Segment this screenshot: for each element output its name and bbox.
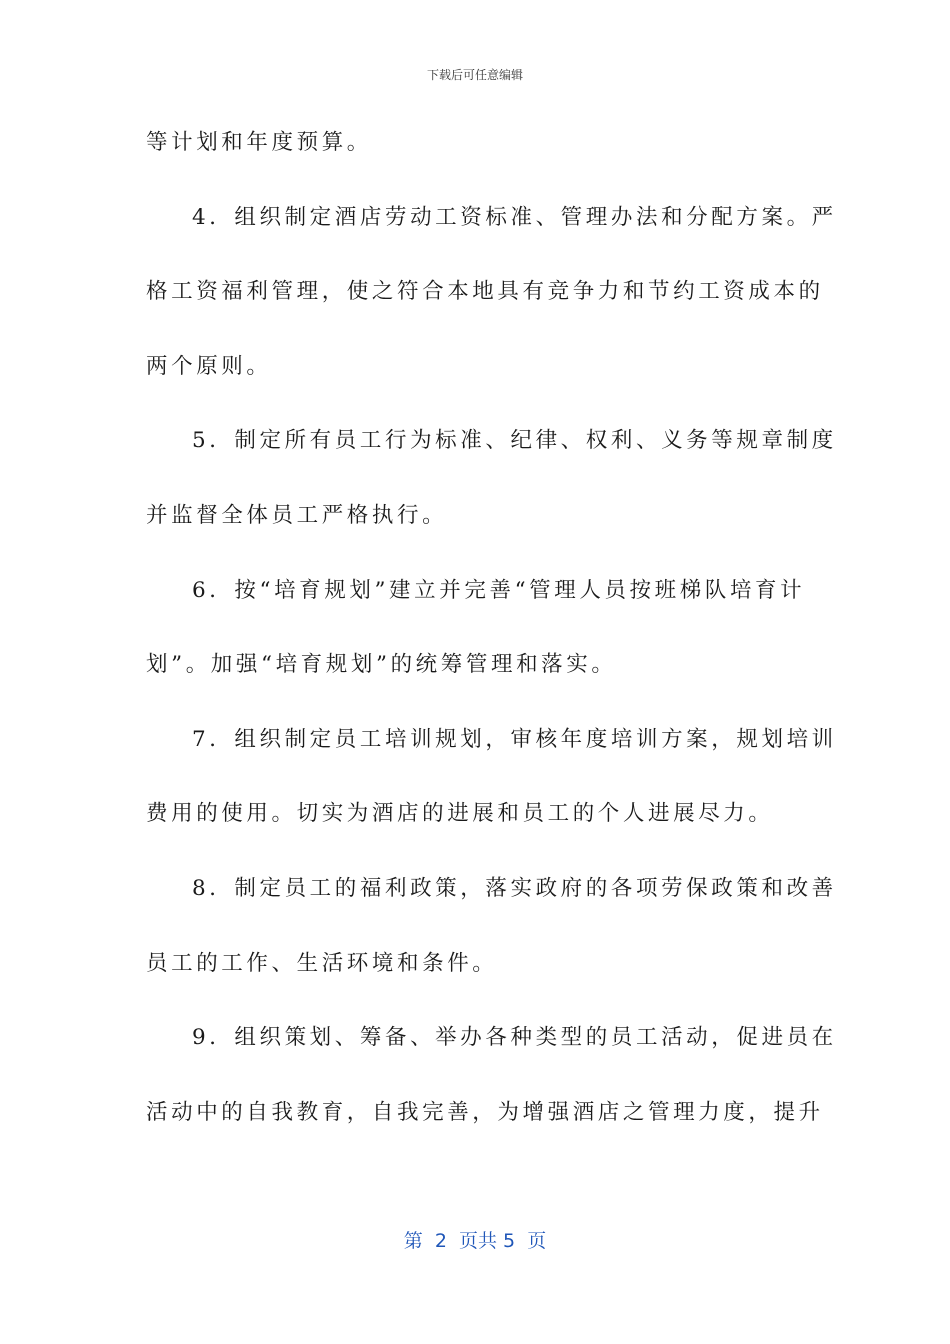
text-line: 等计划和年度预算。: [146, 130, 372, 155]
text-line: 活动中的自我教育，自我完善，为增强酒店之管理力度，提升: [146, 1099, 824, 1125]
text-line: 8．制定员工的福利政策，落实政府的各项劳保政策和改善: [192, 876, 837, 901]
text-line: 7．组织制定员工培训规划，审核年度培训方案，规划培训: [192, 726, 837, 752]
text-line: 格工资福利管理，使之符合本地具有竞争力和节约工资成本的: [146, 279, 824, 305]
text-line: 9．组织策划、筹备、举办各种类型的员工活动，促进员在: [192, 1025, 837, 1051]
text-line: 并监督全体员工严格执行。: [146, 503, 448, 528]
text-line: 5．制定所有员工行为标准、纪律、权利、义务等规章制度: [192, 428, 837, 454]
text-line: 费用的使用。切实为酒店的进展和员工的个人进展尽力。: [146, 801, 774, 827]
text-line: 员工的工作、生活环境和条件。: [146, 950, 498, 976]
text-line: 两个原则。: [146, 353, 272, 379]
page-number-footer: 第 2 页共 5 页: [403, 1230, 547, 1252]
text-line: 4．组织制定酒店劳动工资标准、管理办法和分配方案。严: [192, 204, 837, 230]
page-header-note: 下载后可任意编辑: [426, 68, 523, 82]
text-line: 划”。加强“培育规划”的统筹管理和落实。: [146, 652, 617, 678]
text-line: 6．按“培育规划”建立并完善“管理人员按班梯队培育计: [192, 577, 806, 603]
